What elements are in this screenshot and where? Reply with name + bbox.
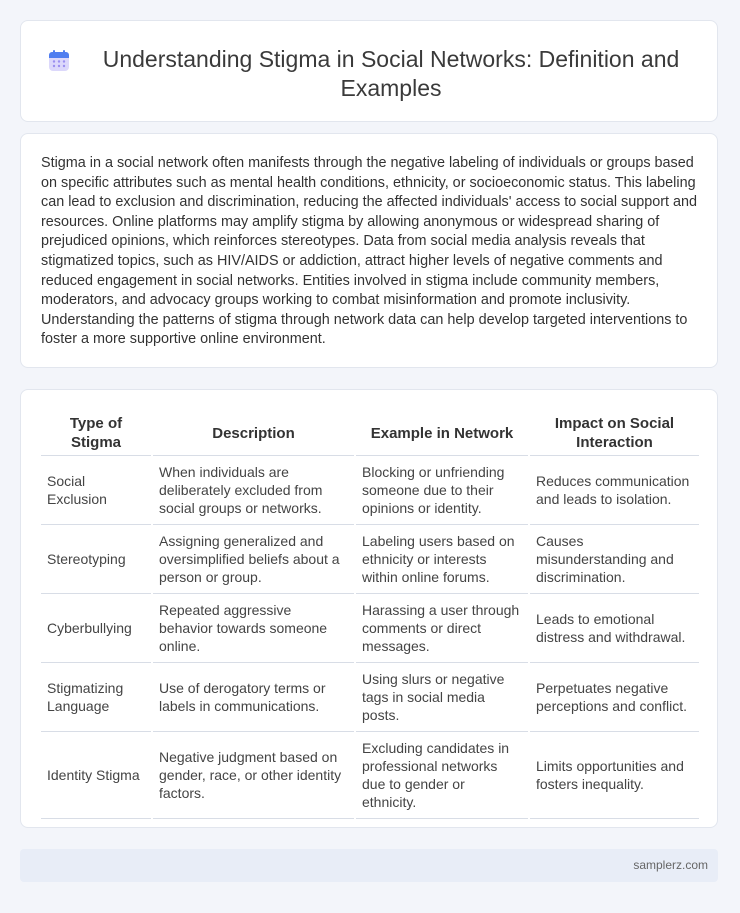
header-description: Description: [152, 408, 355, 456]
table-card: [20, 389, 718, 828]
cell-example: Using slurs or negative tags in social media posts.: [355, 663, 529, 732]
intro-paragraph: Stigma in a social network often manifests through the negative labeling of individuals or groups based on specific attributes such as mental health conditions, ethnicity, or socioeconomic status. This labeling can lead to exclusion and discrimination, reducing the affected individuals' access to social support and resources. Online platforms may amplify stigma by allowing anonymous or widespread sharing of prejudiced opinions, which reinforces stereotypes. Data from social media analysis reveals that stigmatized topics, such as HIV/AIDS or addiction, attract higher levels of negative comments and reduced engagement in social networks. Entities involved in stigma include community members, moderators, and advocacy groups working to combat misinformation and promote inclusivity. Understanding the patterns of stigma through network data can help develop targeted interventions to foster a more supportive online environment.: [41, 155, 698, 348]
cell-impact: Reduces communication and leads to isolation.: [529, 456, 699, 525]
cell-impact: Leads to emotional distress and withdrawal.: [529, 594, 699, 663]
cell-type: Social Exclusion: [41, 456, 152, 525]
cell-example: Labeling users based on ethnicity or interests within online forums.: [355, 525, 529, 594]
cell-example: Harassing a user through comments or direct messages.: [355, 594, 529, 663]
page-title: Understanding Stigma in Social Networks: Definition and Examples: [102, 46, 680, 101]
footer-bar: [20, 849, 718, 882]
header-example: Example in Network: [355, 408, 529, 456]
cell-description: When individuals are deliberately excluded from social groups or networks.: [152, 456, 355, 525]
title-card: [20, 20, 718, 122]
intro-card: [20, 133, 718, 368]
table-row: [41, 456, 699, 525]
stigma-table: [41, 408, 699, 819]
cell-type: Identity Stigma: [41, 732, 152, 819]
cell-type: Stigmatizing Language: [41, 663, 152, 732]
cell-impact: Limits opportunities and fosters inequality.: [529, 732, 699, 819]
table-row: [41, 732, 699, 819]
cell-example: Excluding candidates in professional networks due to gender or ethnicity.: [355, 732, 529, 819]
cell-type: Stereotyping: [41, 525, 152, 594]
cell-type: Cyberbullying: [41, 594, 152, 663]
cell-description: Negative judgment based on gender, race, or other identity factors.: [152, 732, 355, 819]
table-row: [41, 663, 699, 732]
cell-description: Use of derogatory terms or labels in communications.: [152, 663, 355, 732]
table-row: [41, 594, 699, 663]
header-impact: Impact on Social Interaction: [529, 408, 699, 456]
footer-site-link[interactable]: samplerz.com: [633, 858, 708, 872]
table-row: [41, 525, 699, 594]
cell-example: Blocking or unfriending someone due to their opinions or identity.: [355, 456, 529, 525]
cell-description: Assigning generalized and oversimplified beliefs about a person or group.: [152, 525, 355, 594]
header-type: Type of Stigma: [41, 408, 152, 456]
cell-impact: Perpetuates negative perceptions and conflict.: [529, 663, 699, 732]
calendar-icon: [47, 49, 71, 73]
cell-impact: Causes misunderstanding and discrimination.: [529, 525, 699, 594]
table-header-row: [41, 408, 699, 456]
cell-description: Repeated aggressive behavior towards someone online.: [152, 594, 355, 663]
